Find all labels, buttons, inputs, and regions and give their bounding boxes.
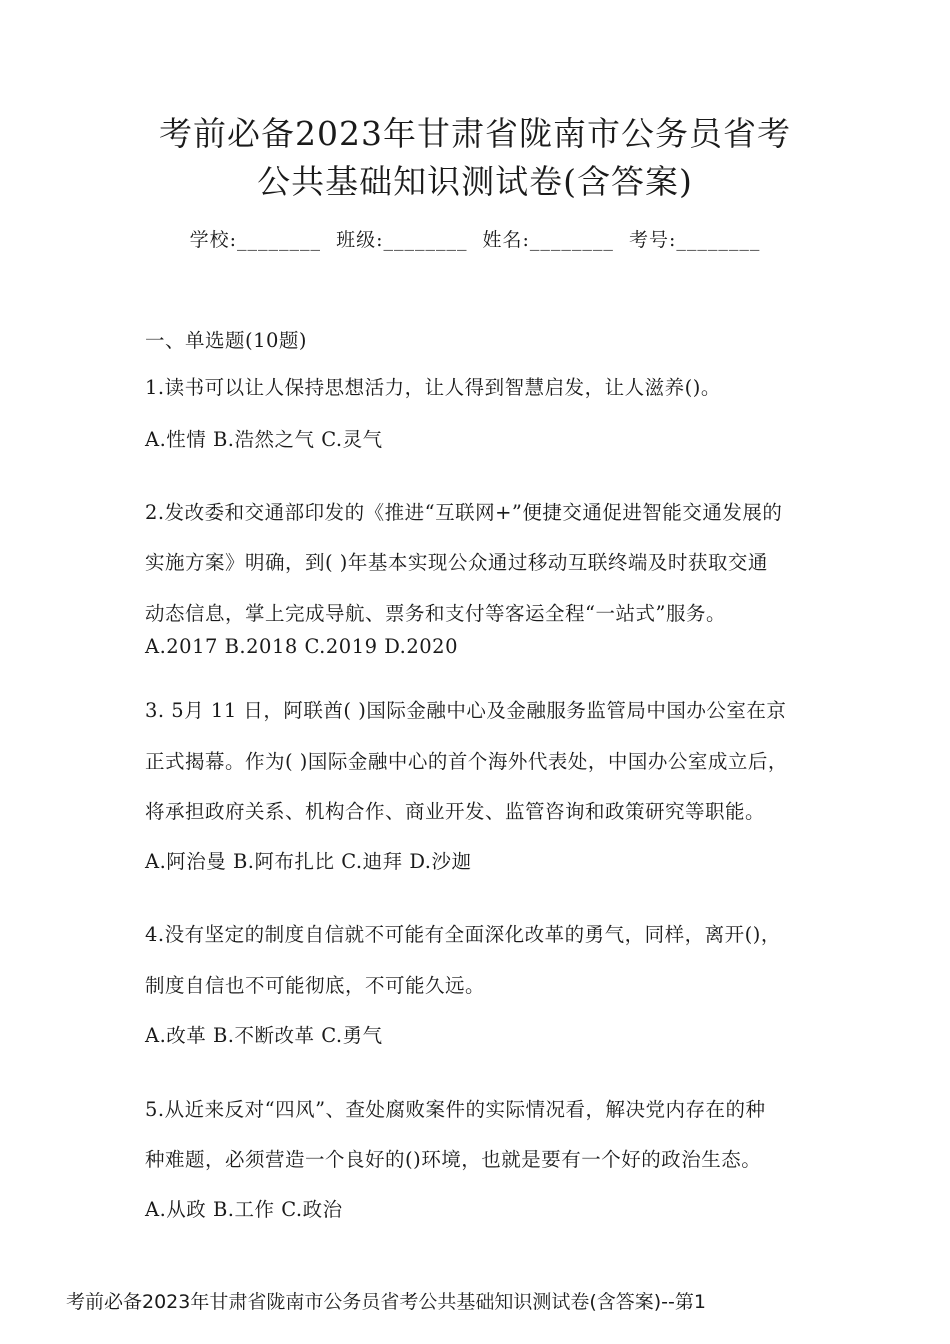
question-1-line-1: 1.读书可以让人保持思想活力，让人得到智慧启发，让人滋养()。	[145, 376, 721, 399]
school-field: 学校:________	[189, 229, 322, 251]
question-4-line-2: 制度自信也不可能彻底，不可能久远。	[145, 974, 486, 997]
question-5-line-2: 种难题，必须营造一个良好的()环境，也就是要有一个好的政治生态。	[145, 1148, 762, 1171]
page-footer: 考前必备2023年甘肃省陇南市公务员省考公共基础知识测试卷(含答案)--第1	[66, 1291, 706, 1313]
question-3-line-3: 将承担政府关系、机构合作、商业开发、监管咨询和政策研究等职能。	[145, 800, 766, 823]
question-4-options: A.改革 B.不断改革 C.勇气	[145, 1024, 383, 1047]
question-3-options: A.阿治曼 B.阿布扎比 C.迪拜 D.沙迦	[145, 850, 472, 873]
question-1-options: A.性情 B.浩然之气 C.灵气	[145, 428, 383, 451]
exam-number-field: 考号:________	[628, 229, 761, 251]
student-info-line	[0, 225, 950, 252]
question-5-line-1: 5.从近来反对“四风”、查处腐败案件的实际情况看，解决党内存在的种	[145, 1098, 766, 1121]
class-field: 班级:________	[336, 229, 468, 251]
question-5-options: A.从政 B.工作 C.政治	[145, 1198, 343, 1221]
question-3-line-2: 正式揭幕。作为( )国际金融中心的首个海外代表处，中国办公室成立后，	[145, 750, 788, 773]
question-2-line-2: 实施方案》明确，到( )年基本实现公众通过移动互联终端及时获取交通	[145, 551, 768, 574]
question-4-line-1: 4.没有坚定的制度自信就不可能有全面深化改革的勇气，同样，离开()，	[145, 923, 781, 946]
question-2-line-1: 2.发改委和交通部印发的《推进“互联网+”便捷交通促进智能交通发展的	[145, 501, 783, 524]
page-title-line-1: 考前必备2023年甘肃省陇南市公务员省考	[159, 114, 791, 153]
question-2-options: A.2017 B.2018 C.2019 D.2020	[145, 635, 458, 658]
question-3-line-1: 3. 5月 11 日，阿联酋( )国际金融中心及金融服务监管局中国办公室在京	[145, 699, 787, 722]
page-title-line-2: 公共基础知识测试卷(含答案)	[257, 162, 693, 201]
name-field: 姓名:________	[482, 229, 614, 251]
question-2-line-3: 动态信息，掌上完成导航、票务和支付等客运全程“一站式”服务。	[145, 602, 726, 625]
section-heading: 一、单选题(10题)	[145, 329, 308, 352]
